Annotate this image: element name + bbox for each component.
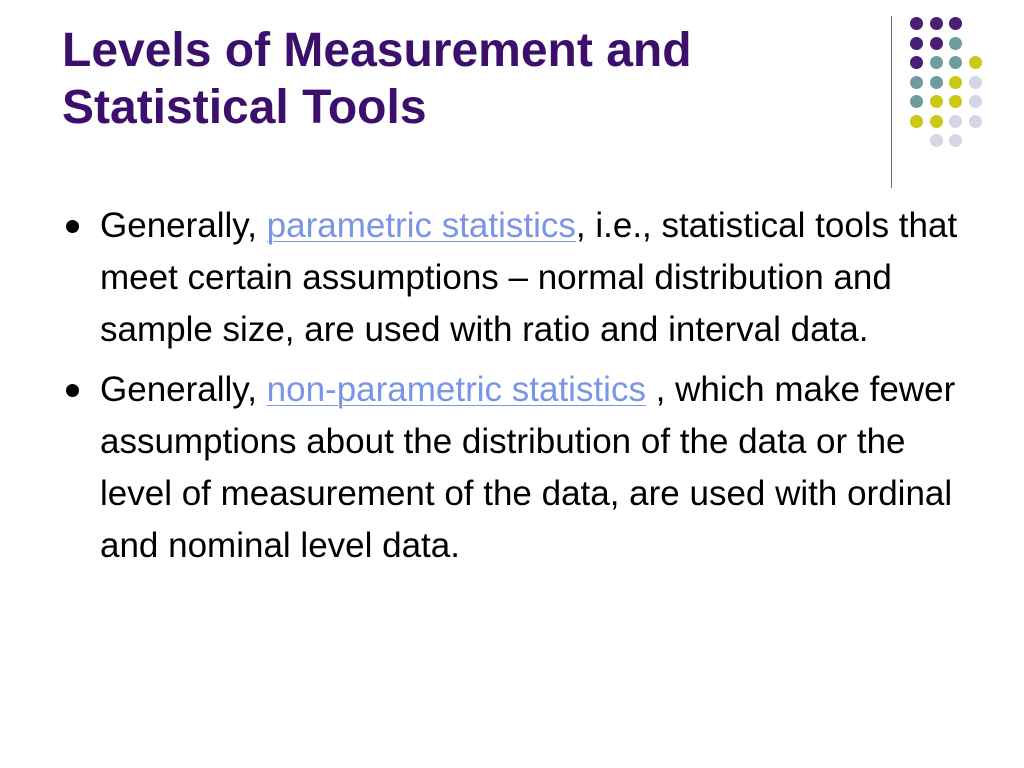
decorative-dot <box>930 56 943 69</box>
decorative-dot <box>949 37 962 50</box>
decorative-dot <box>930 17 943 30</box>
decorative-dot <box>949 76 962 89</box>
decorative-dot <box>969 115 982 128</box>
decorative-dot <box>910 95 923 108</box>
bullet-icon <box>66 220 79 233</box>
decorative-dot <box>930 115 943 128</box>
decorative-dot <box>949 95 962 108</box>
decorative-dot <box>969 76 982 89</box>
bullet-icon <box>66 384 79 397</box>
bullet-text-after: , i.e., statistical tools that meet certain assumptions – normal distribution and sample size, are used with ratio and interval data. <box>100 206 958 349</box>
decorative-dot <box>910 115 923 128</box>
slide-title: Levels of Measurement and Statistical Tools <box>62 24 692 134</box>
decorative-dot <box>910 37 923 50</box>
non-parametric-statistics-link[interactable]: non-parametric statistics <box>266 370 646 409</box>
bullet-item-non-parametric <box>62 364 982 572</box>
decorative-dot <box>949 134 962 147</box>
parametric-statistics-link[interactable]: parametric statistics <box>266 206 576 245</box>
decorative-dot <box>949 115 962 128</box>
decorative-dot <box>949 17 962 30</box>
decorative-dot <box>930 134 943 147</box>
bullet-text-before: Generally, <box>100 206 267 245</box>
decorative-dot <box>930 95 943 108</box>
bullet-text-after: , which make fewer assumptions about the distribution of the data or the level of measurement of the data, are used with ordinal and nominal level data. <box>100 370 956 565</box>
decorative-dot <box>969 56 982 69</box>
bullet-list <box>62 200 982 580</box>
decorative-dot <box>969 95 982 108</box>
bullet-text-before: Generally, <box>100 370 267 409</box>
decorative-dot <box>910 17 923 30</box>
decorative-dot <box>910 76 923 89</box>
decorative-dot-grid <box>0 0 1024 200</box>
decorative-dot <box>930 76 943 89</box>
bullet-item-parametric <box>62 200 982 356</box>
decorative-dot <box>930 37 943 50</box>
decorative-dot <box>910 56 923 69</box>
decorative-dot <box>949 56 962 69</box>
